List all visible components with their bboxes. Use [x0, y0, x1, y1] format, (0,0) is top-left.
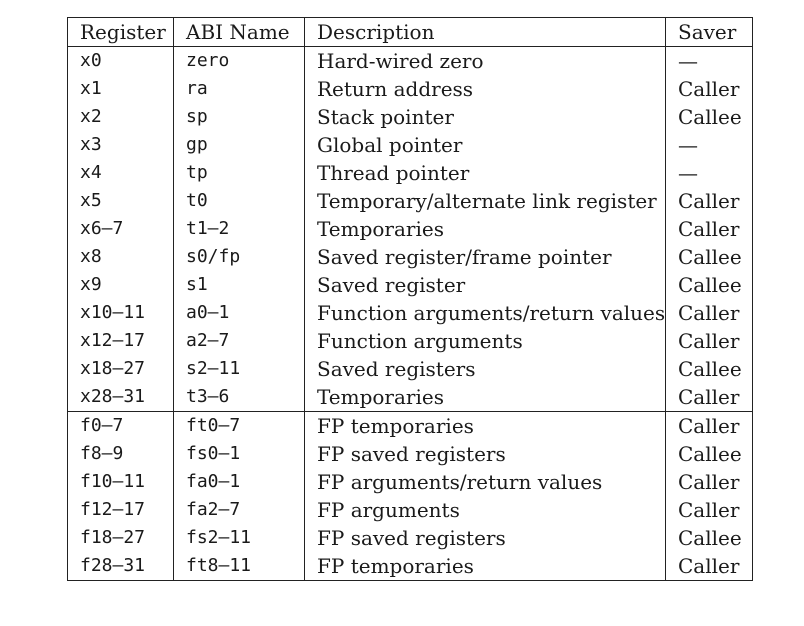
- table-row: [68, 243, 753, 271]
- table-row: [68, 103, 753, 131]
- cell-abi-name: fs2–11: [174, 524, 305, 552]
- cell-abi-name: zero: [174, 47, 305, 76]
- cell-saver: Caller: [666, 215, 753, 243]
- cell-register: x2: [68, 103, 174, 131]
- table-row: [68, 131, 753, 159]
- table-body: [68, 47, 753, 581]
- header-description: Description: [305, 18, 666, 47]
- cell-saver: —: [666, 159, 753, 187]
- cell-description: Temporaries: [305, 383, 666, 412]
- cell-register: x28–31: [68, 383, 174, 412]
- cell-abi-name: a0–1: [174, 299, 305, 327]
- header-register: Register: [68, 18, 174, 47]
- cell-saver: Caller: [666, 496, 753, 524]
- cell-saver: Caller: [666, 468, 753, 496]
- table-row: [68, 468, 753, 496]
- cell-register: x5: [68, 187, 174, 215]
- cell-register: x6–7: [68, 215, 174, 243]
- cell-saver: —: [666, 131, 753, 159]
- cell-abi-name: t3–6: [174, 383, 305, 412]
- cell-description: Saved register: [305, 271, 666, 299]
- cell-register: x10–11: [68, 299, 174, 327]
- cell-description: FP saved registers: [305, 440, 666, 468]
- cell-abi-name: fa0–1: [174, 468, 305, 496]
- table-row: [68, 383, 753, 412]
- cell-description: Saved registers: [305, 355, 666, 383]
- cell-register: f8–9: [68, 440, 174, 468]
- cell-saver: Caller: [666, 412, 753, 441]
- cell-description: Return address: [305, 75, 666, 103]
- header-row: [68, 18, 753, 47]
- cell-abi-name: sp: [174, 103, 305, 131]
- cell-abi-name: gp: [174, 131, 305, 159]
- cell-saver: Caller: [666, 187, 753, 215]
- cell-register: x18–27: [68, 355, 174, 383]
- cell-saver: Callee: [666, 271, 753, 299]
- cell-description: Hard-wired zero: [305, 47, 666, 76]
- cell-register: x4: [68, 159, 174, 187]
- table-row: [68, 440, 753, 468]
- cell-abi-name: s1: [174, 271, 305, 299]
- table-row: [68, 187, 753, 215]
- cell-abi-name: ft0–7: [174, 412, 305, 441]
- header-saver: Saver: [666, 18, 753, 47]
- cell-saver: Caller: [666, 383, 753, 412]
- cell-description: FP saved registers: [305, 524, 666, 552]
- cell-saver: Callee: [666, 243, 753, 271]
- cell-register: f28–31: [68, 552, 174, 581]
- cell-description: FP temporaries: [305, 552, 666, 581]
- cell-description: Temporary/alternate link register: [305, 187, 666, 215]
- cell-description: FP arguments/return values: [305, 468, 666, 496]
- cell-description: Function arguments: [305, 327, 666, 355]
- cell-description: Temporaries: [305, 215, 666, 243]
- cell-register: x1: [68, 75, 174, 103]
- cell-abi-name: fs0–1: [174, 440, 305, 468]
- table-row: [68, 355, 753, 383]
- table-row: [68, 496, 753, 524]
- cell-register: f18–27: [68, 524, 174, 552]
- cell-saver: Caller: [666, 299, 753, 327]
- cell-register: x8: [68, 243, 174, 271]
- table-row: [68, 552, 753, 581]
- cell-abi-name: t0: [174, 187, 305, 215]
- cell-saver: Caller: [666, 327, 753, 355]
- cell-description: Stack pointer: [305, 103, 666, 131]
- cell-abi-name: fa2–7: [174, 496, 305, 524]
- table-row: [68, 215, 753, 243]
- cell-register: f0–7: [68, 412, 174, 441]
- cell-register: x12–17: [68, 327, 174, 355]
- cell-saver: Callee: [666, 103, 753, 131]
- cell-description: Saved register/frame pointer: [305, 243, 666, 271]
- table-row: [68, 75, 753, 103]
- cell-saver: Caller: [666, 552, 753, 581]
- cell-description: FP arguments: [305, 496, 666, 524]
- cell-description: Function arguments/return values: [305, 299, 666, 327]
- cell-register: f12–17: [68, 496, 174, 524]
- cell-abi-name: tp: [174, 159, 305, 187]
- table-row: [68, 524, 753, 552]
- table-row: [68, 159, 753, 187]
- cell-abi-name: a2–7: [174, 327, 305, 355]
- cell-abi-name: ft8–11: [174, 552, 305, 581]
- table-row: [68, 327, 753, 355]
- cell-abi-name: ra: [174, 75, 305, 103]
- cell-abi-name: t1–2: [174, 215, 305, 243]
- cell-register: x0: [68, 47, 174, 76]
- cell-description: Thread pointer: [305, 159, 666, 187]
- cell-abi-name: s2–11: [174, 355, 305, 383]
- header-abi-name: ABI Name: [174, 18, 305, 47]
- table-row: [68, 412, 753, 441]
- cell-description: FP temporaries: [305, 412, 666, 441]
- cell-saver: —: [666, 47, 753, 76]
- cell-saver: Callee: [666, 524, 753, 552]
- cell-abi-name: s0/fp: [174, 243, 305, 271]
- cell-saver: Callee: [666, 355, 753, 383]
- cell-description: Global pointer: [305, 131, 666, 159]
- cell-register: x3: [68, 131, 174, 159]
- table-row: [68, 299, 753, 327]
- table-row: [68, 47, 753, 76]
- register-table: [67, 17, 753, 581]
- cell-register: f10–11: [68, 468, 174, 496]
- table-row: [68, 271, 753, 299]
- cell-saver: Callee: [666, 440, 753, 468]
- cell-register: x9: [68, 271, 174, 299]
- cell-saver: Caller: [666, 75, 753, 103]
